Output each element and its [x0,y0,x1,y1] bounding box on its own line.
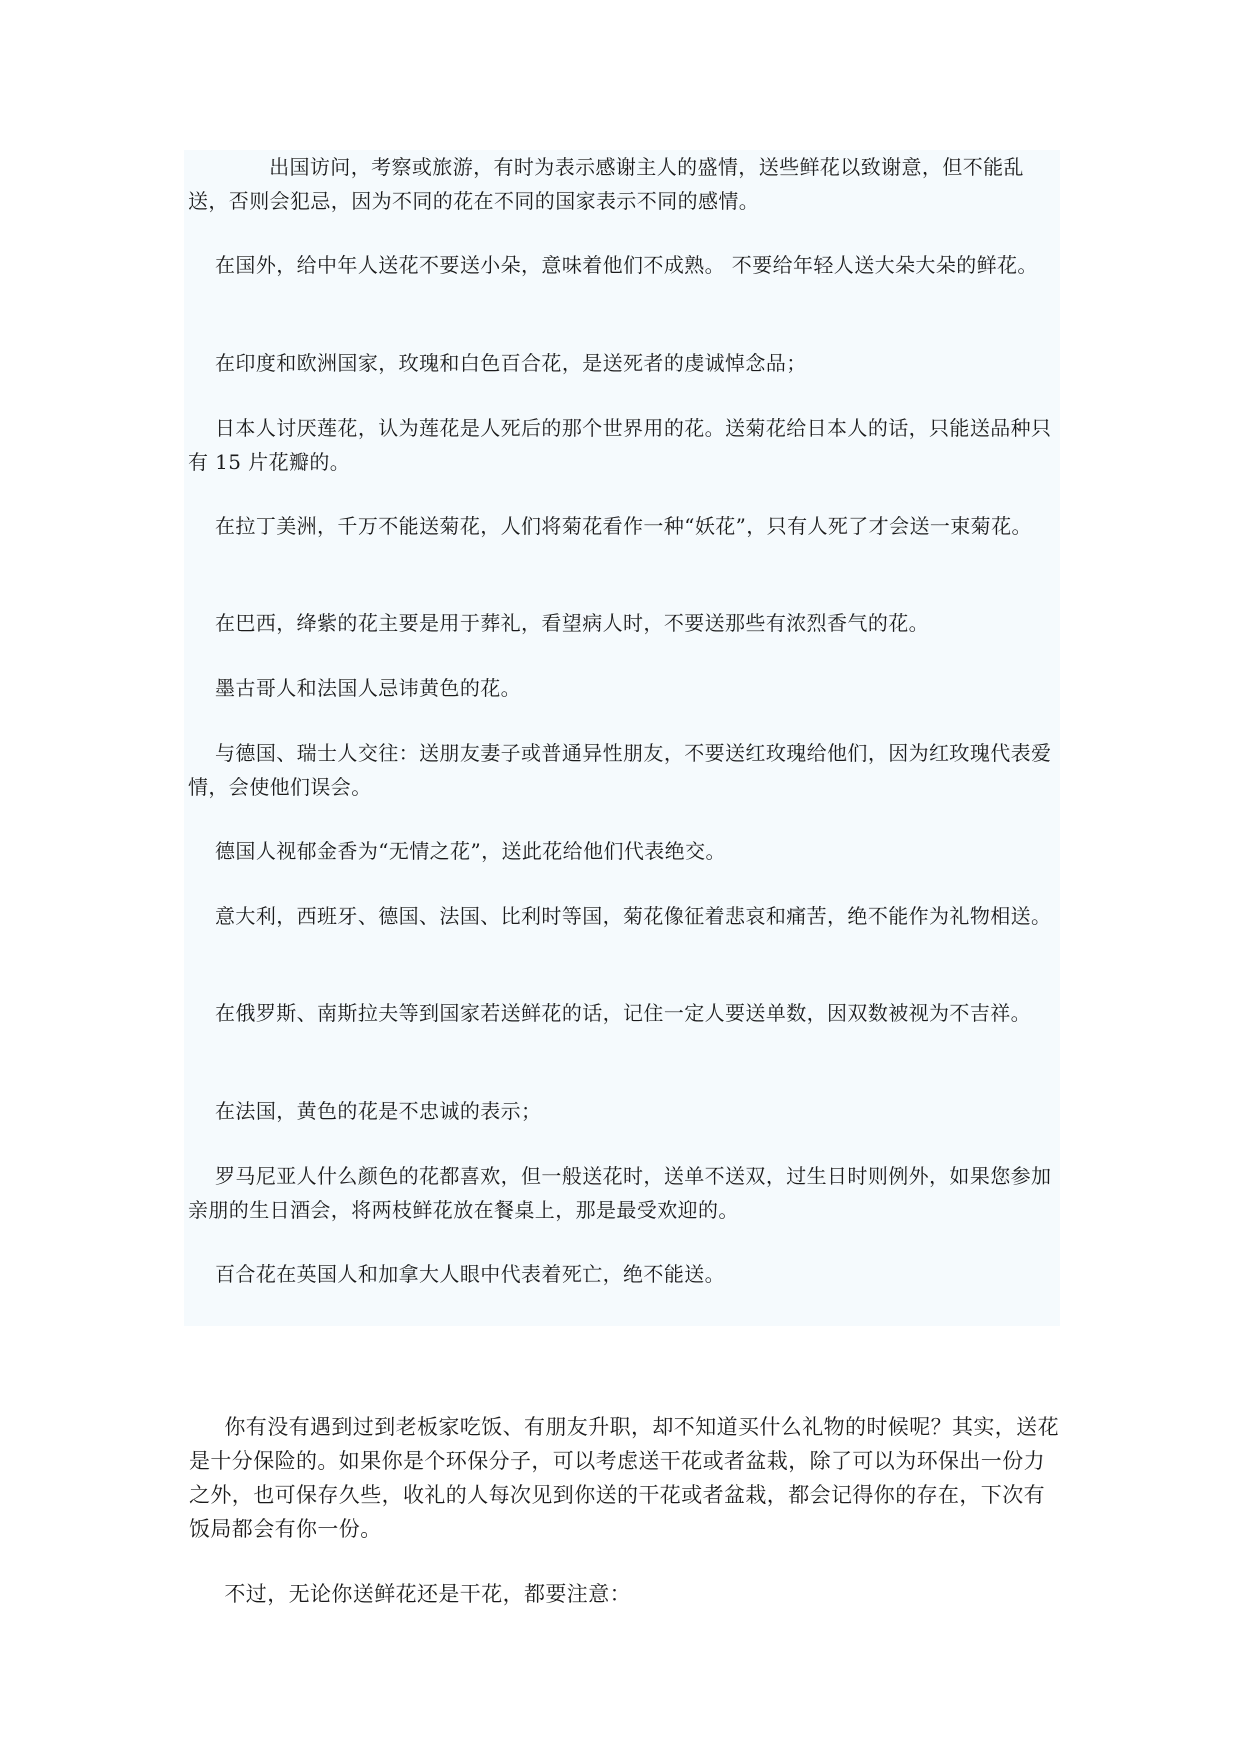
paragraph: 在法国，黄色的花是不忠诚的表示； [188,1099,542,1123]
paragraph: 出国访问，考察或旅游，有时为表示感谢主人的盛情，送些鲜花以致谢意，但不能乱送，否则会犯忌，因为不同的花在不同的国家表示不同的感情。 [188,155,1024,213]
paragraph: 在巴西，绛紫的花主要是用于葬礼，看望病人时，不要送那些有浓烈香气的花。 [188,611,930,635]
paragraph: 百合花在英国人和加拿大人眼中代表着死亡，绝不能送。 [188,1262,726,1286]
paragraph: 罗马尼亚人什么颜色的花都喜欢，但一般送花时，送单不送双，过生日时则例外，如果您参加亲朋的生日酒会，将两枝鲜花放在餐桌上，那是最受欢迎的。 [188,1164,1052,1222]
paragraph: 日本人讨厌莲花，认为莲花是人死后的那个世界用的花。送菊花给日本人的话，只能送品种只有 15 片花瓣的。 [188,416,1052,474]
paragraph: 与德国、瑞士人交往：送朋友妻子或普通异性朋友，不要送红玫瑰给他们，因为红玫瑰代表爱情，会使他们误会。 [188,741,1052,799]
paragraph: 墨古哥人和法国人忌讳黄色的花。 [188,676,522,700]
paragraph: 德国人视郁金香为“无情之花”，送此花给他们代表绝交。 [188,839,726,863]
paragraph: 不过，无论你送鲜花还是干花，都要注意： [189,1582,631,1606]
paragraph: 在国外，给中年人送花不要送小朵，意味着他们不成熟。 不要给年轻人送大朵大朵的鲜花。 [188,253,1038,277]
paragraph: 你有没有遇到过到老板家吃饭、有朋友升职，却不知道买什么礼物的时候呢？其实，送花是十分保险的。如果你是个环保分子，可以考虑送干花或者盆栽，除了可以为环保出一份力之外，也可保存久些，收礼的人每次见到你送的干花或者盆栽，都会记得你的存在，下次有饭局都会有你一份。 [189,1415,1059,1541]
paragraph: 在拉丁美洲，千万不能送菊花，人们将菊花看作一种“妖花”，只有人死了才会送一束菊花。 [188,514,1032,538]
paragraph: 在印度和欧洲国家，玫瑰和白色百合花，是送死者的虔诚悼念品； [188,351,807,375]
paragraph: 意大利，西班牙、德国、法国、比利时等国，菊花像征着悲哀和痛苦，绝不能作为礼物相送。 [188,904,1052,928]
paragraph: 在俄罗斯、南斯拉夫等到国家若送鲜花的话，记住一定人要送单数，因双数被视为不吉祥。 [188,1001,1032,1025]
